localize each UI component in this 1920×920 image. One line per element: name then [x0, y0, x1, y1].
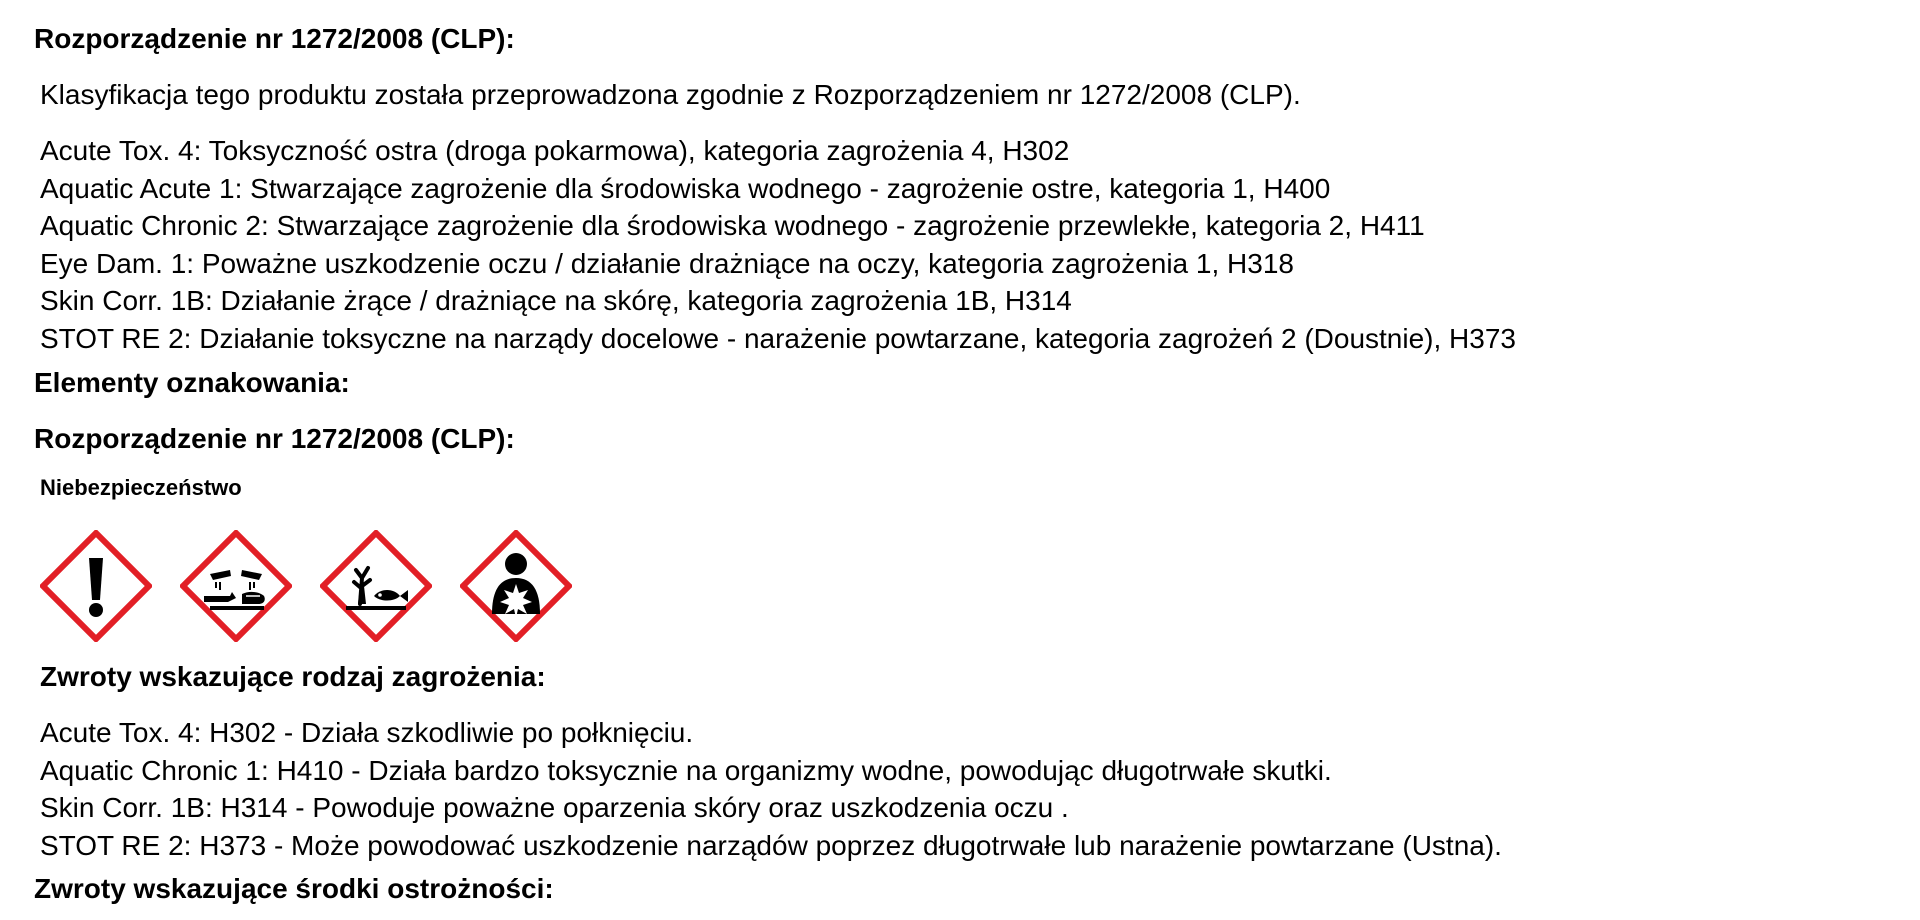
- signal-word: Niebezpieczeństwo: [40, 475, 242, 500]
- hazard-statement-item: Aquatic Chronic 1: H410 - Działa bardzo toksycznie na organizmy wodne, powodując długotrwałe skutki.: [40, 754, 1332, 786]
- classification-item: Acute Tox. 4: Toksyczność ostra (droga pokarmowa), kategoria zagrożenia 4, H302: [40, 135, 1070, 166]
- label-regulation-heading: Rozporządzenie nr 1272/2008 (CLP):: [34, 423, 515, 454]
- classification-intro: Klasyfikacja tego produktu została przeprowadzona zgodnie z Rozporządzeniem nr 1272/2008 (CLP).: [40, 79, 1301, 110]
- environment-icon: [320, 530, 432, 642]
- corrosion-icon: [180, 530, 292, 642]
- classification-item: Eye Dam. 1: Poważne uszkodzenie oczu / działanie drażniące na oczy, kategoria zagrożenia 1, H318: [40, 247, 1294, 279]
- regulation-heading: Rozporządzenie nr 1272/2008 (CLP):: [34, 23, 515, 54]
- precautionary-statements-heading: Zwroty wskazujące środki ostrożności:: [34, 873, 554, 904]
- exclamation-mark-icon: [40, 530, 152, 642]
- hazard-statement-item: STOT RE 2: H373 - Może powodować uszkodzenie narządów poprzez długotrwałe lub narażenie powtarzane (Ustna).: [40, 829, 1502, 861]
- hazard-statements-list: [40, 714, 1502, 864]
- classification-item: Aquatic Acute 1: Stwarzające zagrożenie dla środowiska wodnego - zagrożenie ostre, kategoria 1, H400: [40, 172, 1331, 204]
- classification-item: STOT RE 2: Działanie toksyczne na narządy docelowe - narażenie powtarzane, kategoria zagrożeń 2 (Doustnie), H373: [40, 322, 1516, 354]
- health-hazard-icon: [460, 530, 572, 642]
- classification-item: Skin Corr. 1B: Działanie żrące / drażniące na skórę, kategoria zagrożenia 1B, H314: [40, 285, 1072, 317]
- ghs-pictograms: [40, 530, 600, 642]
- hazard-statements-heading: Zwroty wskazujące rodzaj zagrożenia:: [40, 661, 546, 692]
- hazard-statement-item: Skin Corr. 1B: H314 - Powoduje poważne oparzenia skóry oraz uszkodzenia oczu .: [40, 792, 1069, 824]
- label-elements-heading: Elementy oznakowania:: [34, 367, 350, 398]
- classification-item: Aquatic Chronic 2: Stwarzające zagrożenie dla środowiska wodnego - zagrożenie przewlekłe, kategoria 2, H411: [40, 210, 1425, 242]
- hazard-statement-item: Acute Tox. 4: H302 - Działa szkodliwie po połknięciu.: [40, 717, 694, 748]
- classification-list: [40, 132, 1516, 358]
